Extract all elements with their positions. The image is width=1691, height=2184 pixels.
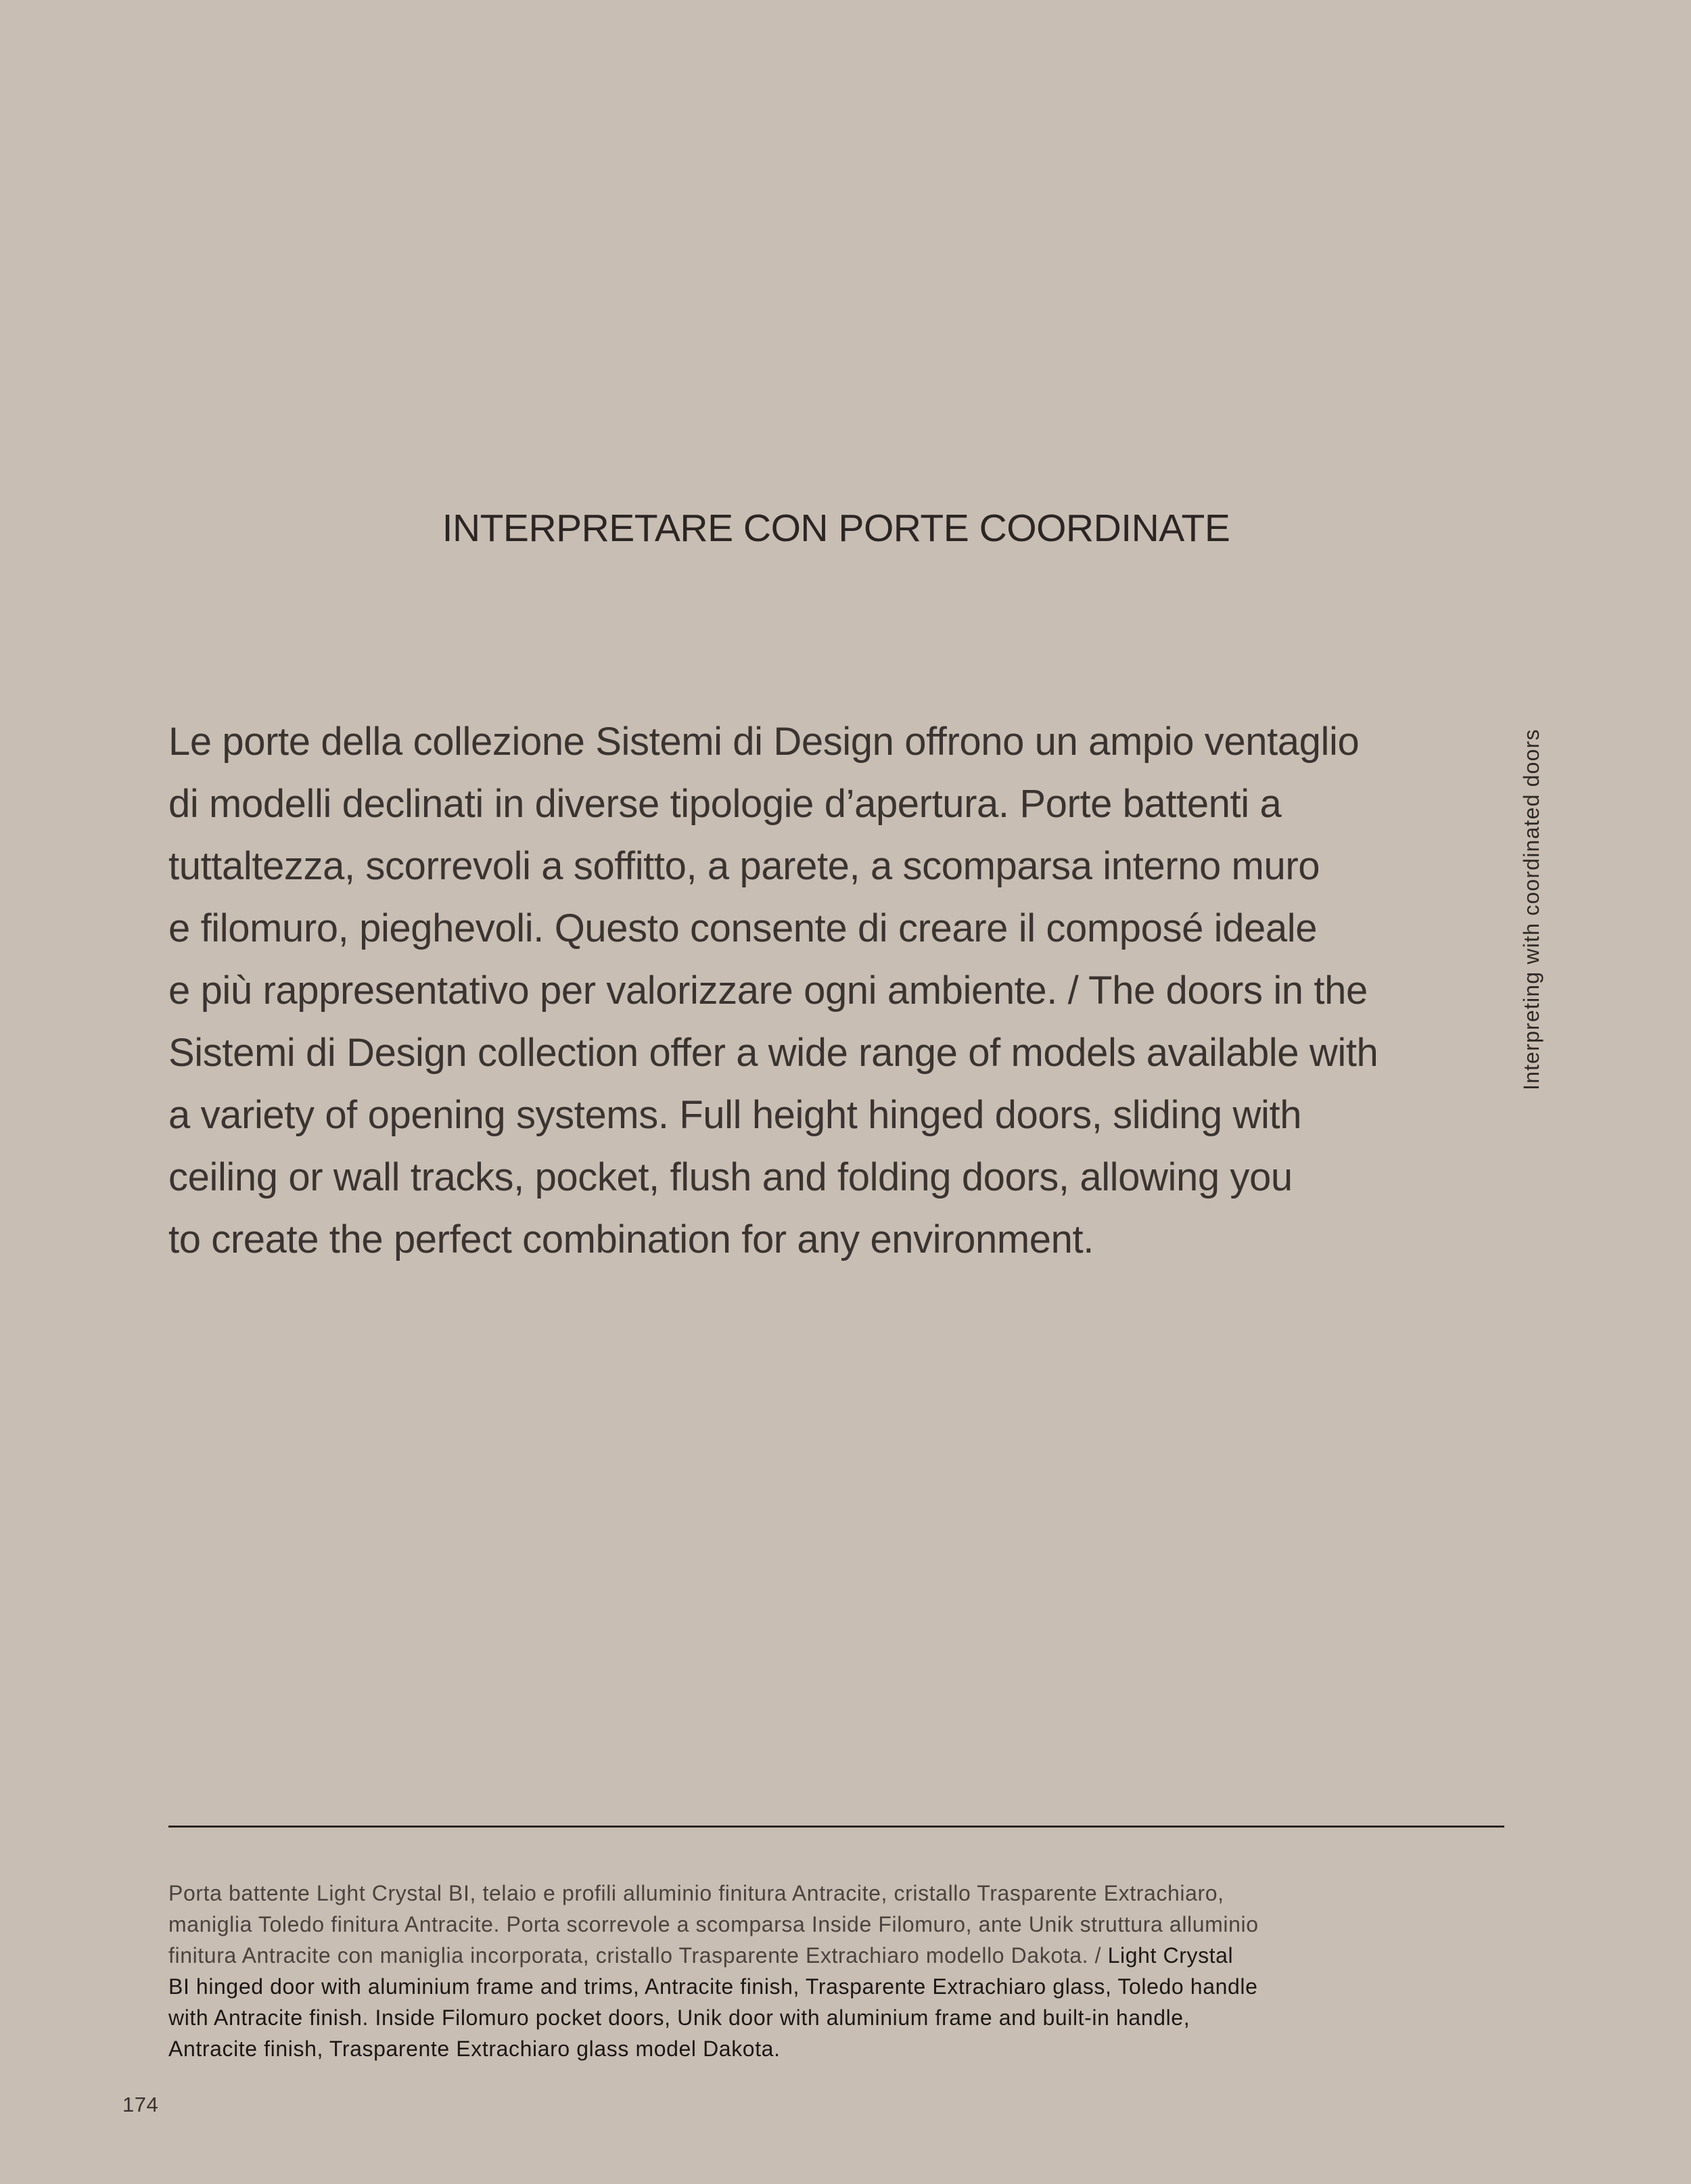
caption-line: Antracite finish, Trasparente Extrachiaro glass model Dakota. bbox=[168, 2037, 781, 2061]
body-line: a variety of opening systems. Full height hinged doors, sliding with bbox=[168, 1093, 1302, 1137]
body-paragraph bbox=[168, 711, 1467, 1271]
side-section-label: Interpreting with coordinated doors bbox=[1519, 728, 1544, 1090]
body-line: e più rappresentativo per valorizzare ogni ambiente. / The doors in the bbox=[168, 969, 1368, 1013]
caption-italian-end: finitura Antracite con maniglia incorporata, cristallo Trasparente Extrachiaro modello Dakota. / bbox=[168, 1943, 1108, 1968]
body-line: Le porte della collezione Sistemi di Design offrono un ampio ventaglio bbox=[168, 720, 1360, 764]
body-line: ceiling or wall tracks, pocket, flush and folding doors, allowing you bbox=[168, 1155, 1293, 1199]
page-number: 174 bbox=[122, 2093, 159, 2116]
caption-line bbox=[168, 1940, 1528, 1971]
caption-english-start: Light Crystal bbox=[1107, 1943, 1234, 1968]
body-line: tuttaltezza, scorrevoli a soffitto, a parete, a scomparsa interno muro bbox=[168, 844, 1320, 888]
image-caption bbox=[168, 1878, 1528, 2064]
caption-line: Porta battente Light Crystal BI, telaio e profili alluminio finitura Antracite, cristallo Trasparente Extrachiaro, bbox=[168, 1881, 1224, 1905]
body-line: e filomuro, pieghevoli. Questo consente di creare il composé ideale bbox=[168, 906, 1318, 950]
body-line: di modelli declinati in diverse tipologie d’apertura. Porte battenti a bbox=[168, 782, 1282, 826]
page-heading: INTERPRETARE CON PORTE COORDINATE bbox=[442, 507, 1230, 550]
body-line: Sistemi di Design collection offer a wide range of models available with bbox=[168, 1031, 1379, 1075]
caption-line: maniglia Toledo finitura Antracite. Porta scorrevole a scomparsa Inside Filomuro, ante Unik struttura alluminio bbox=[168, 1912, 1259, 1936]
caption-line: BI hinged door with aluminium frame and trims, Antracite finish, Trasparente Extrachiaro glass, Toledo handle bbox=[168, 1974, 1258, 1999]
caption-divider bbox=[168, 1826, 1504, 1828]
caption-line: with Antracite finish. Inside Filomuro pocket doors, Unik door with aluminium frame and built-in handle, bbox=[168, 2005, 1190, 2030]
body-line: to create the perfect combination for any environment. bbox=[168, 1217, 1094, 1261]
